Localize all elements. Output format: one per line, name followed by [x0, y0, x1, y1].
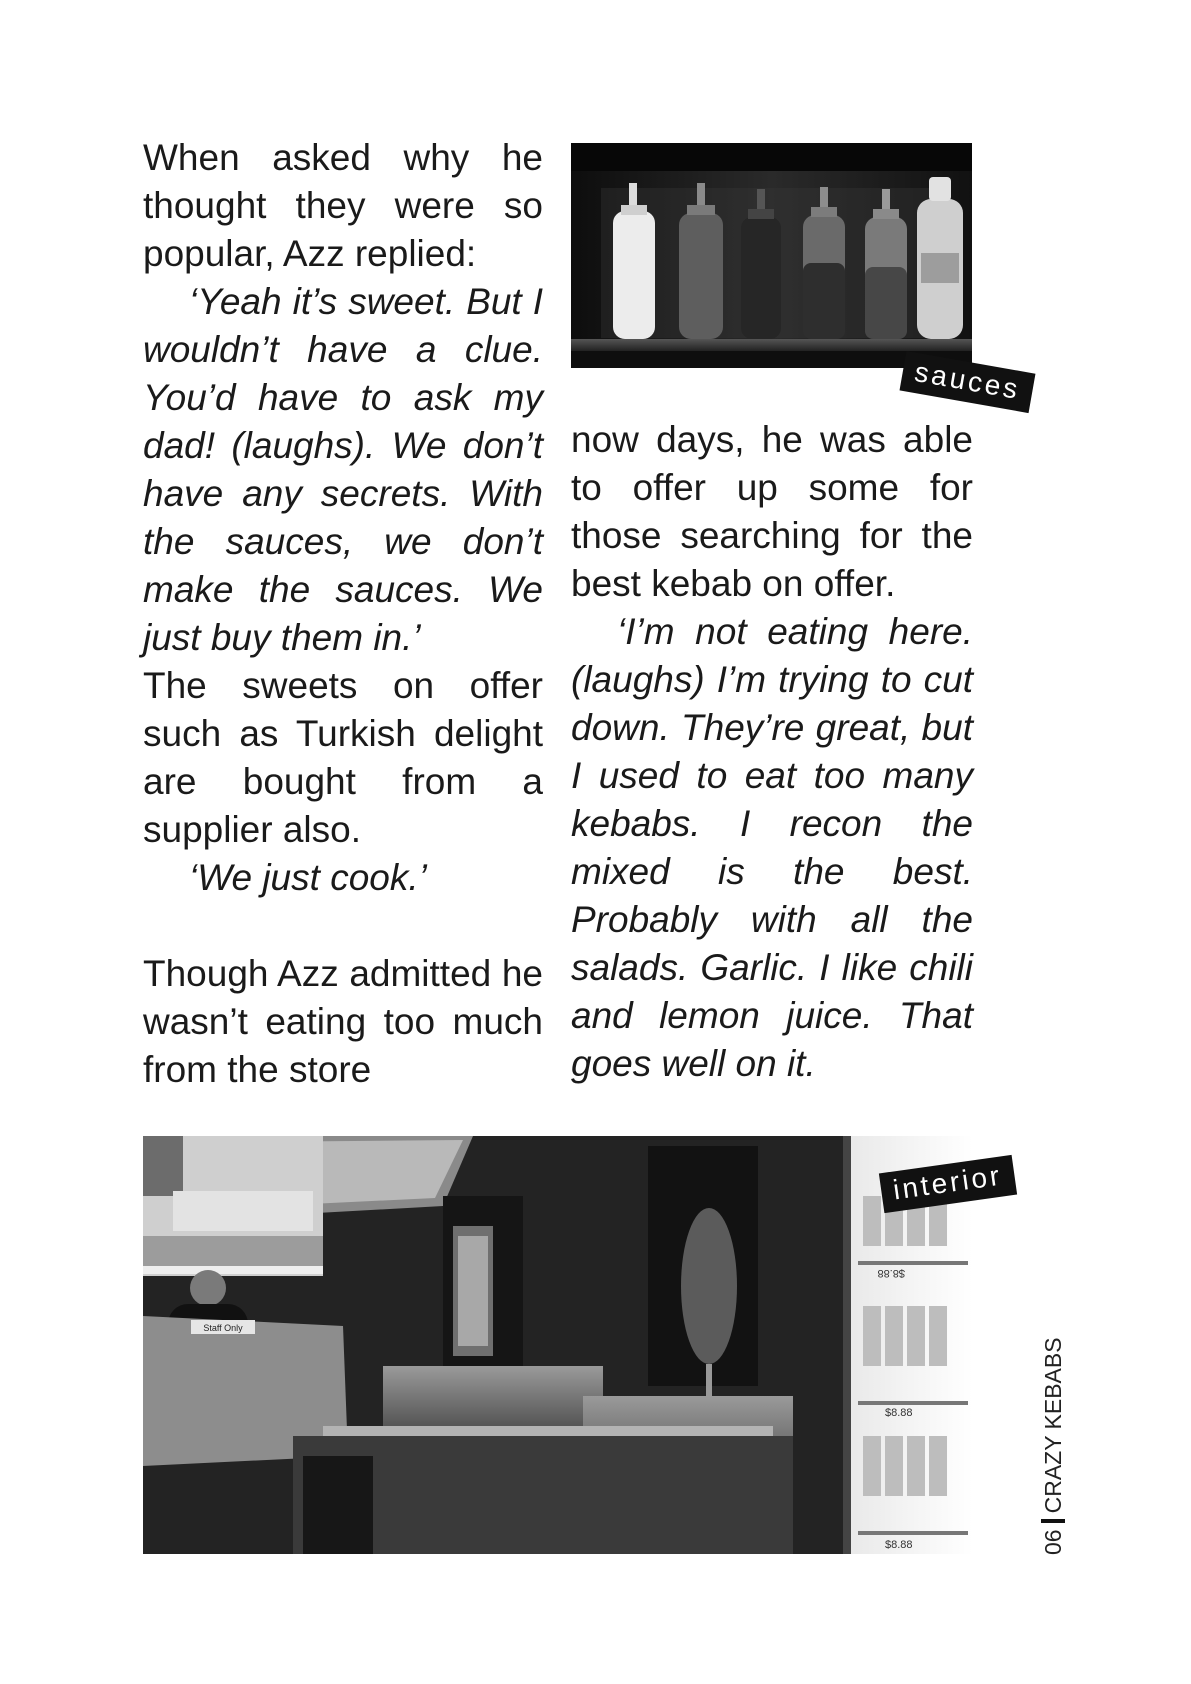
- right-text-column: [571, 416, 973, 1088]
- sweets-paragraph: The sweets on offer such as Turkish delight are bought from a supplier also.: [143, 665, 543, 850]
- azz-quote-cook: ‘We just cook.’: [189, 857, 427, 898]
- azz-quote-kebabs: ‘I’m not eating here. (laughs) I’m trying to cut down. They’re great, but I used to eat too many kebabs. I recon the mixed is the best. Probably with all the salads. Garlic. I like chili and lemon juice. That goes well on it.: [571, 611, 973, 1084]
- folio-divider: [1041, 1519, 1065, 1523]
- fridge-price-bottom: $8.88: [885, 1539, 913, 1551]
- magazine-title: CRAZY KEBABS: [1040, 1337, 1066, 1514]
- left-text-column: [143, 134, 543, 1094]
- sauces-photo: [571, 143, 972, 368]
- azz-quote-sauces: ‘Yeah it’s sweet. But I wouldn’t have a clue. You’d have to ask my dad! (laughs). We don’t have any secrets. With the sauces, we don’t make the sauces. We just buy them in.’: [143, 281, 543, 658]
- page-folio: [1040, 1337, 1066, 1555]
- eating-paragraph: Though Azz admitted he wasn’t eating too much from the store: [143, 953, 543, 1090]
- sauces-caption: sauces: [900, 351, 1036, 413]
- interior-photo: [143, 1136, 973, 1554]
- intro-paragraph: When asked why he thought they were so popular, Azz replied:: [143, 137, 543, 274]
- page-number: 06: [1040, 1529, 1066, 1555]
- interior-caption: interior: [879, 1155, 1017, 1213]
- fridge-price-mid: $8.88: [885, 1407, 913, 1419]
- fridge-price-top: $8.88: [877, 1267, 905, 1279]
- offer-paragraph: now days, he was able to offer up some for those searching for the best kebab on offer.: [571, 419, 973, 604]
- staff-only-sign: Staff Only: [203, 1323, 243, 1333]
